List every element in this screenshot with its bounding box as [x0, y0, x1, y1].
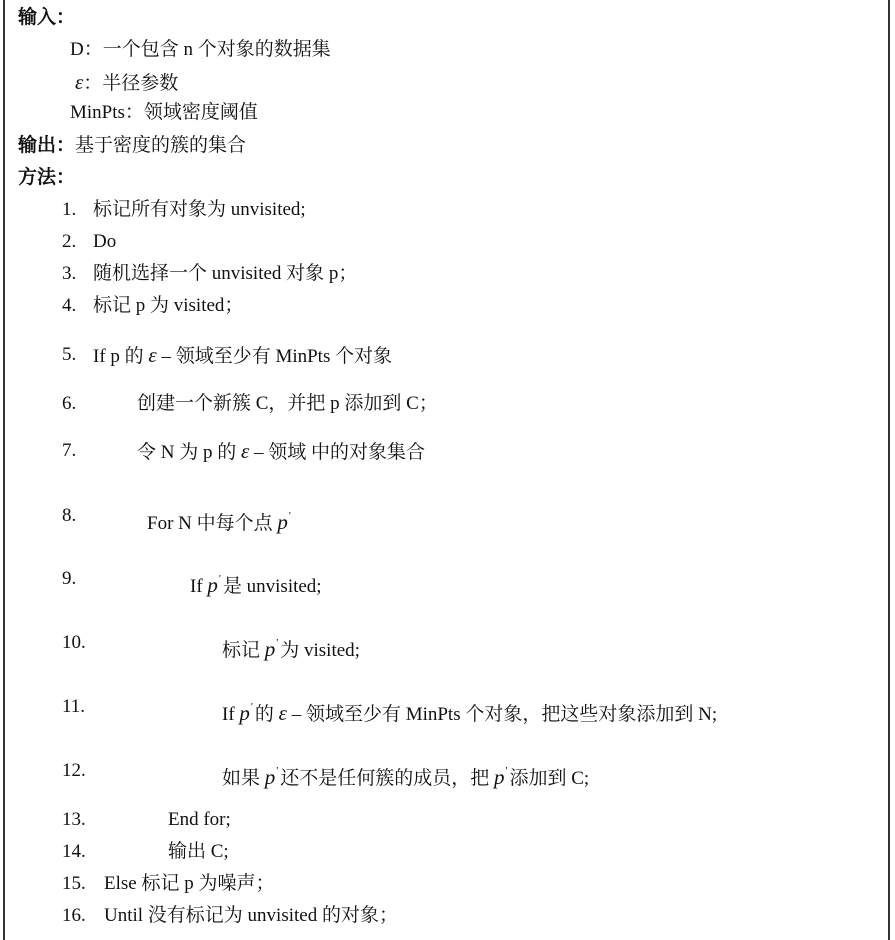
math-symbol: ε: [278, 701, 287, 725]
output-text: 基于密度的簇的集合: [75, 135, 247, 156]
text-segment: 输出 C;: [168, 841, 229, 862]
step-number: 10.: [62, 632, 86, 653]
step-number: 8.: [62, 505, 77, 526]
text-segment: Else 标记 p 为噪声；: [104, 873, 275, 894]
math-symbol: p: [264, 637, 276, 661]
text-segment: – 领域 中的对象集合: [249, 442, 426, 463]
step-text: [222, 760, 589, 790]
text-segment: 为 visited;: [280, 640, 360, 661]
text-segment: If: [190, 576, 208, 597]
step-number: 13.: [62, 809, 86, 830]
step-text: [147, 505, 293, 535]
output-label: 输出：: [18, 135, 76, 156]
text-segment: 标记所有对象为 unvisited;: [93, 199, 306, 220]
text-segment: 如果: [222, 768, 265, 789]
step-text: [93, 263, 357, 285]
input-label: 输入：: [18, 7, 76, 28]
text-segment: 标记 p 为 visited；: [93, 295, 244, 316]
step-text: [168, 809, 231, 831]
text-segment: Do: [93, 231, 117, 252]
step-text: [104, 905, 398, 927]
prime-mark: ': [276, 637, 279, 649]
prime-mark: ': [505, 765, 508, 777]
math-symbol: p: [207, 573, 218, 597]
text-segment: – 领域至少有 MinPts 个对象，把这些对象添加到 N;: [286, 704, 718, 725]
step-number: 2.: [62, 231, 77, 252]
math-symbol: ε: [240, 439, 250, 463]
step-text: [168, 841, 229, 863]
text-segment: 的: [254, 704, 279, 725]
step-number: 12.: [62, 760, 86, 781]
step-number: 11.: [62, 696, 86, 717]
step-text: [137, 393, 438, 415]
step-number: 6.: [62, 393, 77, 414]
text-segment: For N 中每个点: [147, 513, 278, 534]
step-text: [93, 295, 243, 317]
input-item: [75, 71, 178, 95]
math-symbol: p: [264, 765, 276, 789]
text-segment: 是 unvisited;: [222, 576, 322, 597]
text-segment: 令 N 为 p 的: [137, 442, 241, 463]
prime-mark: ': [288, 510, 291, 522]
step-number: 9.: [62, 568, 77, 589]
step-number: 3.: [62, 263, 77, 284]
step-number: 15.: [62, 873, 86, 894]
step-text: [93, 231, 116, 253]
step-text: [190, 568, 322, 598]
prime-mark: ': [218, 573, 221, 585]
step-text: [137, 440, 425, 464]
step-number: 1.: [62, 199, 77, 220]
step-number: 16.: [62, 905, 86, 926]
output-line: [18, 135, 246, 157]
text-segment: – 领域至少有 MinPts 个对象: [156, 346, 393, 367]
step-text: [222, 632, 360, 662]
step-text: [93, 344, 392, 368]
text-segment: 创建一个新簇 C，并把 p 添加到 C；: [137, 393, 438, 414]
method-label: 方法：: [18, 167, 76, 188]
text-segment: If p 的: [93, 346, 149, 367]
math-symbol: ε: [75, 70, 84, 94]
text-segment: 随机选择一个 unvisited 对象 p；: [93, 263, 358, 284]
input-item: [70, 102, 258, 124]
text-segment: MinPts：领域密度阈值: [70, 102, 258, 123]
step-text: [93, 199, 306, 221]
step-number: 4.: [62, 295, 77, 316]
text-segment: If: [222, 704, 240, 725]
math-symbol: p: [277, 510, 288, 534]
prime-mark: ': [250, 701, 253, 713]
step-number: 7.: [62, 440, 77, 461]
math-symbol: ε: [148, 343, 157, 367]
prime-mark: ': [276, 765, 279, 777]
step-text: [222, 696, 717, 726]
input-item: [70, 39, 331, 61]
step-number: 5.: [62, 344, 77, 365]
text-segment: D：一个包含 n 个对象的数据集: [70, 39, 331, 60]
text-segment: 添加到 C;: [509, 768, 590, 789]
math-symbol: p: [239, 701, 250, 725]
text-segment: ：半径参数: [83, 73, 179, 94]
text-segment: Until 没有标记为 unvisited 的对象；: [104, 905, 398, 926]
step-text: [104, 873, 274, 895]
step-number: 14.: [62, 841, 86, 862]
text-segment: 标记: [222, 640, 265, 661]
text-segment: End for;: [168, 809, 231, 830]
math-symbol: p: [494, 765, 505, 789]
text-segment: 还不是任何簇的成员，把: [280, 768, 495, 789]
